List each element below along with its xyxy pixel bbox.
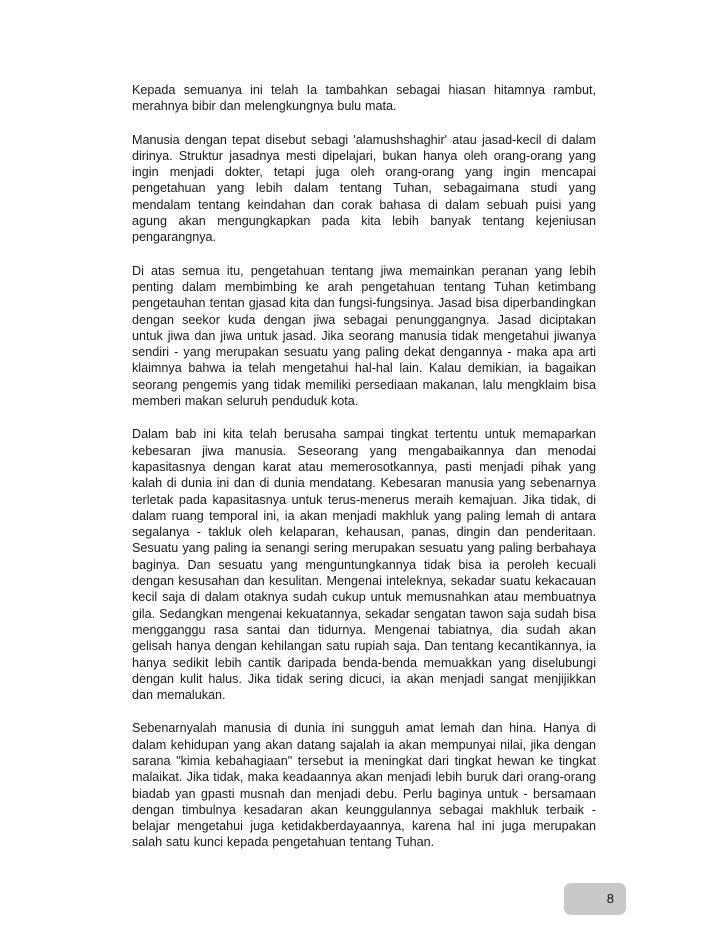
- page-number: 8: [606, 891, 614, 906]
- page-body: [132, 82, 596, 868]
- paragraph-1: Kepada semuanya ini telah Ia tambahkan sebagai hiasan hitamnya rambut, merahnya bibir dan melengkungnya bulu mata.: [132, 83, 596, 114]
- paragraph-4: Dalam bab ini kita telah berusaha sampai tingkat tertentu untuk memaparkan kebesaran jiwa manusia. Seseorang yang mengabaikannya dan menodai kapasitasnya dengan karat atau memerosotkannya, pasti menjadi pihak yang kalah di dunia ini dan di dunia mendatang. Kebesaran manusia yang sebenarnya terletak pada kapasitasnya untuk terus-menerus meraih kemajuan. Jika tidak, di dalam ruang temporal ini, ia akan menjadi makhluk yang paling lemah di antara segalanya - takluk oleh kelaparan, kehausan, panas, dingin dan penderitaan. Sesuatu yang paling ia senangi sering merupakan sesuatu yang paling berbahaya baginya. Dan sesuatu yang menguntungkannya tidak bisa ia peroleh kecuali dengan kesusahan dan kesulitan. Mengenai inteleknya, sekadar suatu kekacauan kecil saja di dalam otaknya sudah cukup untuk memusnahkan atau membuatnya gila. Sedangkan mengenai kekuatannya, sekadar sengatan tawon saja sudah bisa mengganggu rasa santai dan tidurnya. Mengenai tabiatnya, dia sudah akan gelisah hanya dengan kehilangan satu rupiah saja. Dan tentang kecantikannya, ia hanya sedikit lebih cantik daripada benda-benda memuakkan yang diselubungi dengan kulit halus. Jika tidak sering dicuci, ia akan menjadi sangat menjijikkan dan memalukan.: [132, 427, 596, 703]
- paragraph-5: Sebenarnyalah manusia di dunia ini sungguh amat lemah dan hina. Hanya di dalam kehidupan yang akan datang sajalah ia akan mempunyai nilai, jika dengan sarana "kimia kebahagiaan" tersebut ia meningkat dari tingkat hewan ke tingkat malaikat. Jika tidak, maka keadaannya akan menjadi lebih buruk dari orang-orang biadab yan gpasti musnah dan menjadi debu. Perlu baginya untuk - bersamaan dengan timbulnya kesadaran akan keunggulannya sebagai makhluk terbaik - belajar mengetahui juga ketidakberdayaannya, karena hal ini juga merupakan salah satu kunci kepada pengetahuan tentang Tuhan.: [132, 721, 596, 850]
- page-number-badge: [564, 883, 626, 915]
- paragraph-2: Manusia dengan tepat disebut sebagi 'alamushshaghir' atau jasad-kecil di dalam dirinya. Struktur jasadnya mesti dipelajari, bukan hanya oleh orang-orang yang ingin menjadi dokter, tetapi juga oleh orang-orang yang ingin mencapai pengetahuan yang lebih dalam tentang Tuhan, sebagaimana studi yang mendalam tentang keindahan dan corak bahasa di dalam sebuah puisi yang agung akan mengungkapkan pada kita lebih banyak tentang kejeniusan pengarangnya.: [132, 132, 596, 245]
- paragraph-3: Di atas semua itu, pengetahuan tentang jiwa memainkan peranan yang lebih penting dalam membimbing ke arah pengetahuan tentang Tuhan ketimbang pengetauhan tentan gjasad kita dan fungsi-fungsinya. Jasad bisa diperbandingkan dengan seekor kuda dengan jiwa sebagai penunggangnya. Jasad diciptakan untuk jiwa dan jiwa untuk jasad. Jika seorang manusia tidak mengetahui jiwanya sendiri - yang merupakan sesuatu yang paling dekat dengannya - maka apa arti klaimnya bahwa ia telah mengetahui hal-hal lain. Kalau demikian, ia bagaikan seorang pengemis yang tidak memiliki persediaan makanan, lalu mengklaim bisa memberi makan seluruh penduduk kota.: [132, 263, 596, 409]
